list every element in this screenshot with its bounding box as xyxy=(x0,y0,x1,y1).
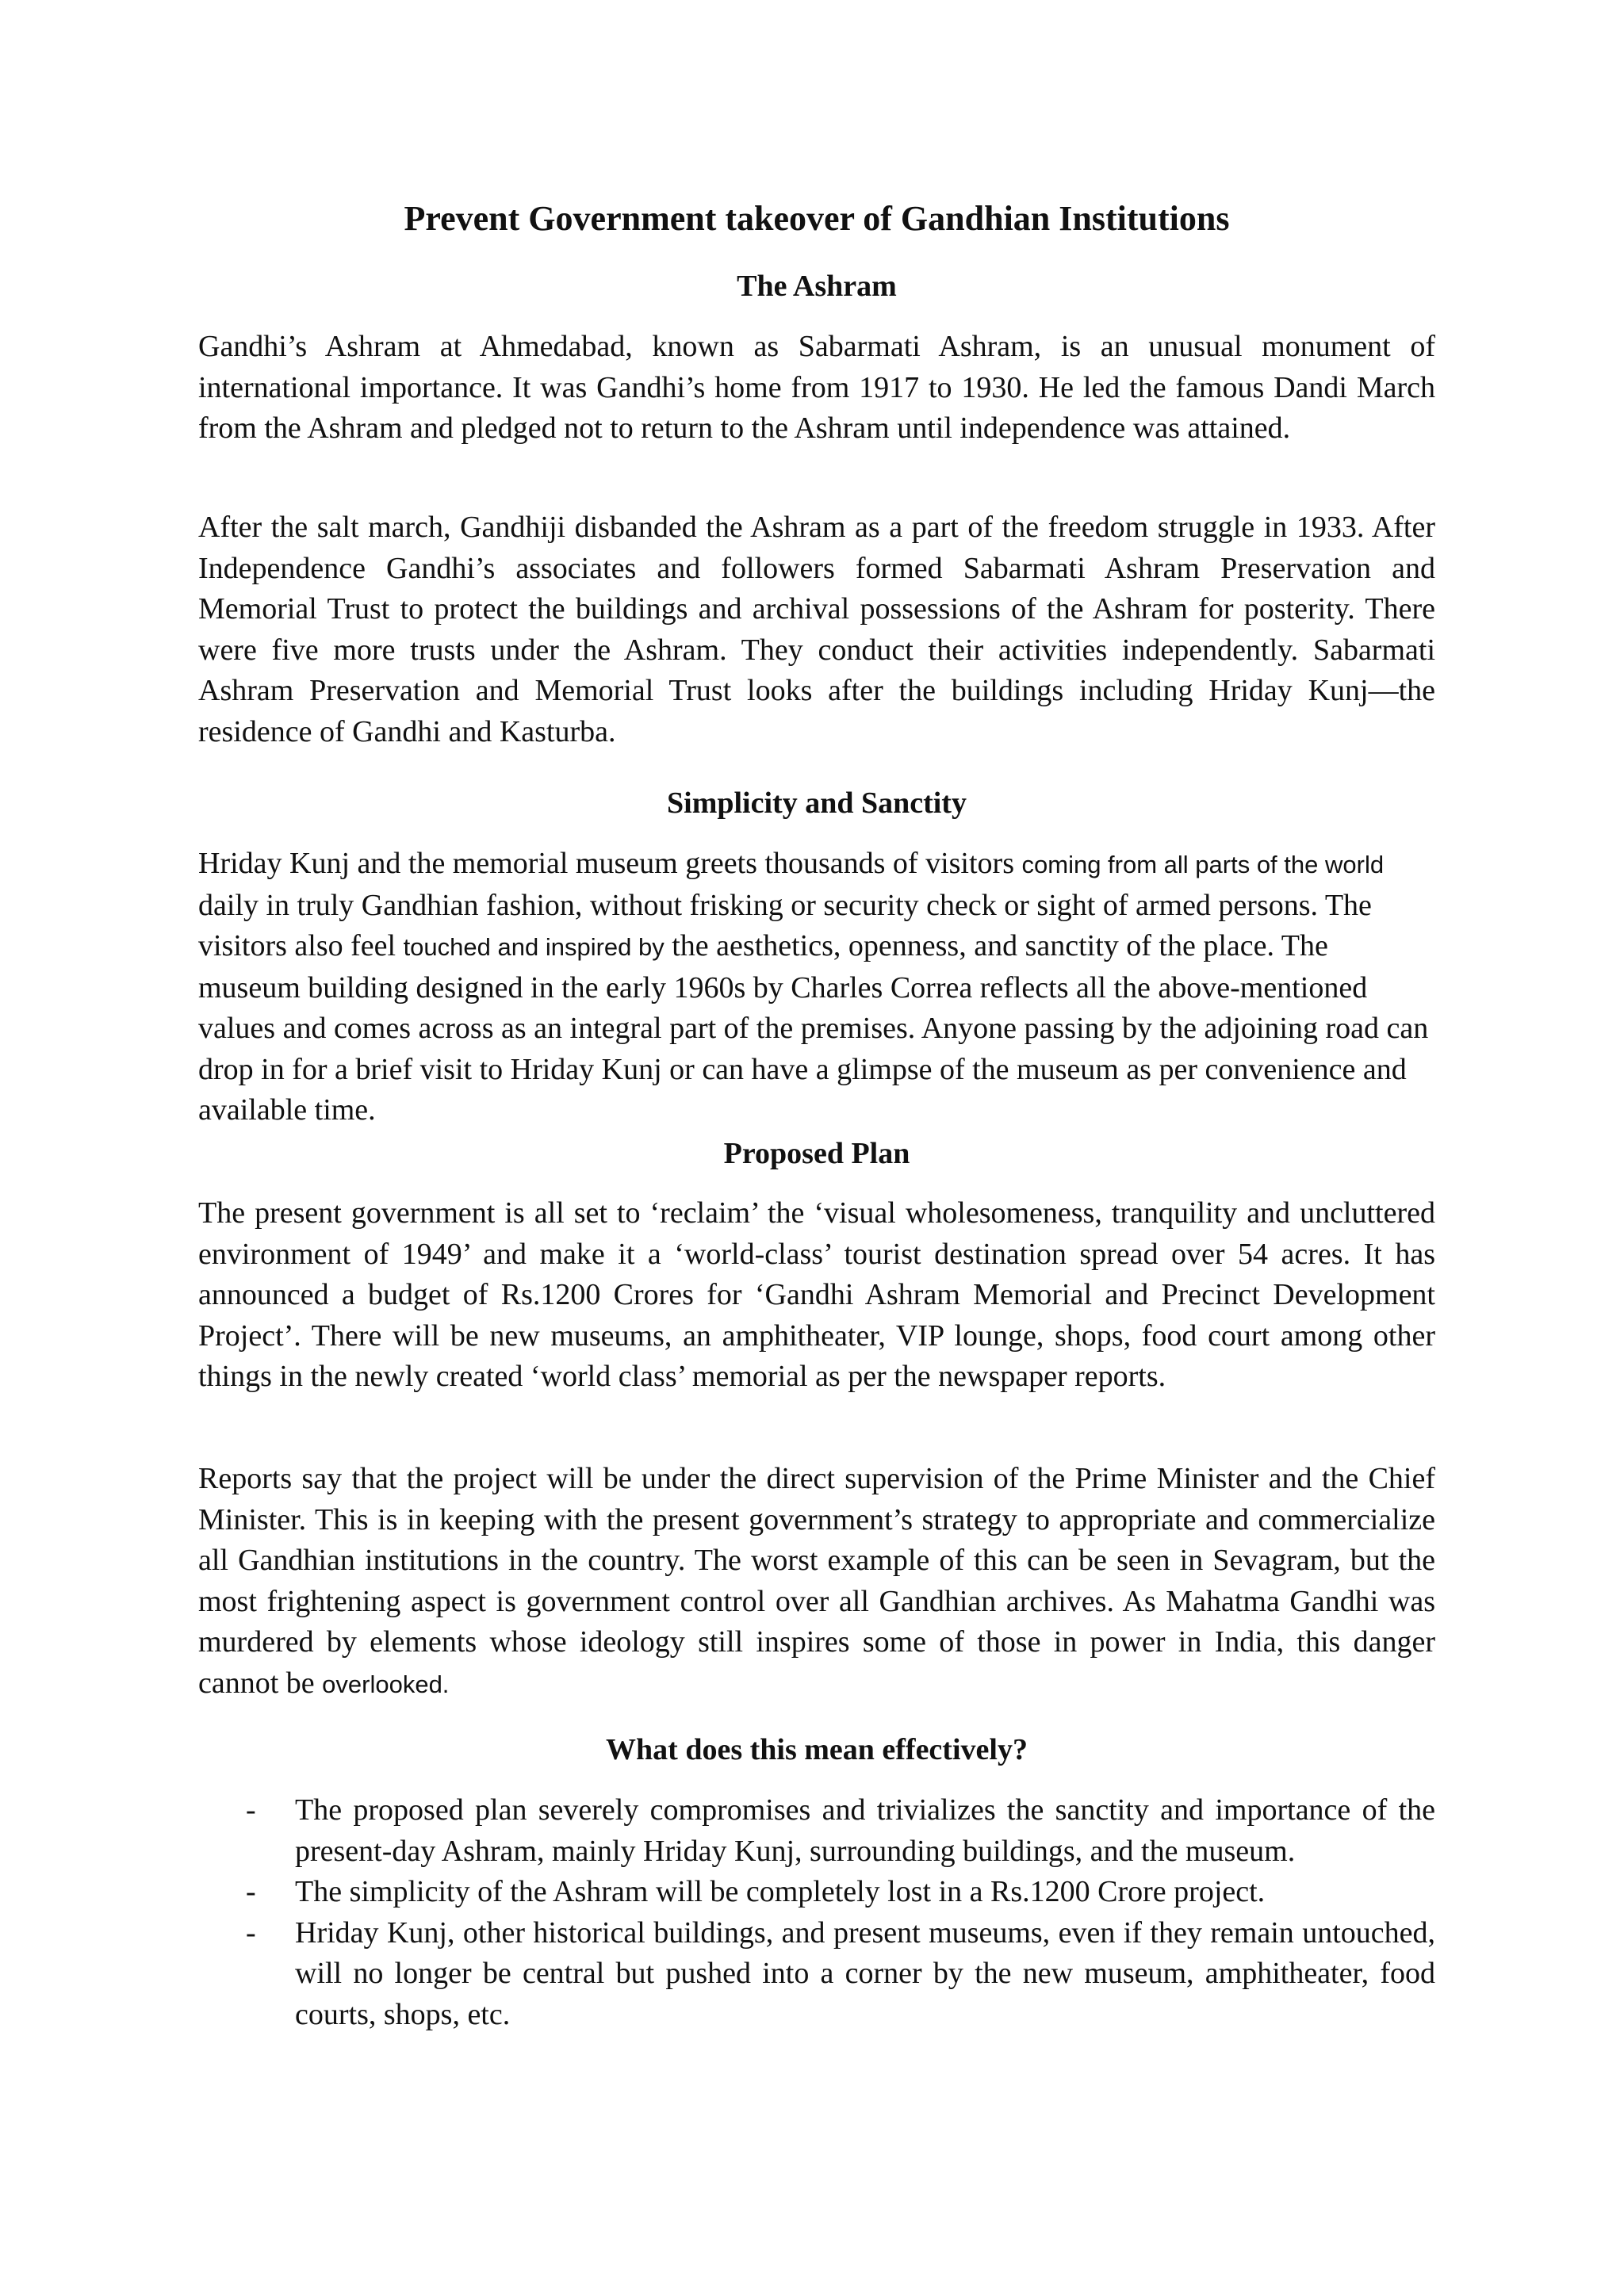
plan-text-1: Reports say that the project will be under the direct supervision of the Prime Minister and the Chief Minister. This is in keeping with the present government’s strategy to appropriate and commercialize all Gandhian institutions in the country. The worst example of this can be seen in Sevagram, but the most frightening aspect is government control over all Gandhian archives. As Mahatma Gandhi was murdered by elements whose ideology still inspires some of those in power in India, this danger cannot be xyxy=(198,1462,1435,1700)
simplicity-text-5: the aesthetics, openness, and sanctity of the place. The museum building designed in the early 1960s by Charles Correa reflects all the above-mentioned values and comes across as an integral part of the premises. Anyone passing by the adjoining road can drop in for a brief visit to Hriday Kunj or can have a glimpse of the museum as per convenience and available time. xyxy=(198,929,1429,1127)
simplicity-text-2: coming from all parts of the world xyxy=(1021,851,1385,878)
simplicity-text-1: Hriday Kunj and the memorial museum greets thousands of visitors xyxy=(198,847,1022,880)
simplicity-paragraph xyxy=(198,844,1435,1131)
simplicity-text-4: touched and inspired by xyxy=(403,933,665,961)
list-item xyxy=(198,1872,1435,1913)
bullet-text: Hriday Kunj, other historical buildings, and present museums, even if they remain untouched, will no longer be central but pushed into a corner by the new museum, amphitheater, food courts, shops, etc. xyxy=(295,1915,1435,2031)
list-item xyxy=(198,1790,1435,1872)
section-heading-simplicity: Simplicity and Sanctity xyxy=(667,786,967,820)
bullet-dash: - xyxy=(246,1915,256,1950)
list-item xyxy=(198,1913,1435,2036)
document-title: Prevent Government takeover of Gandhian Institutions xyxy=(404,199,1230,238)
bullet-dash: - xyxy=(246,1793,256,1827)
bullet-text: The proposed plan severely compromises and trivializes the sanctity and importance of the present-day Ashram, mainly Hriday Kunj, surrounding buildings, and the museum. xyxy=(295,1793,1435,1868)
meaning-bullet-list xyxy=(198,1790,1435,2035)
plan-paragraph-1: The present government is all set to ‘reclaim’ the ‘visual wholesomeness, tranquility and uncluttered environment of 1949’ and make it a ‘world-class’ tourist destination spread over 54 acres. It has announced a budget of Rs.1200 Crores for ‘Gandhi Ashram Memorial and Precinct Development Project’. There will be new museums, an amphitheater, VIP lounge, shops, food court among other things in the newly created ‘world class’ memorial as per the newspaper reports. xyxy=(198,1196,1435,1393)
section-heading-meaning: What does this mean effectively? xyxy=(606,1733,1028,1766)
ashram-paragraph-2: After the salt march, Gandhiji disbanded the Ashram as a part of the freedom struggle in 1933. After Independence Gandhi’s associates and followers formed Sabarmati Ashram Preservation and Memorial Trust to protect the buildings and archival possessions of the Ashram for posterity. There were five more trusts under the Ashram. They conduct their activities independently. Sabarmati Ashram Preservation and Memorial Trust looks after the buildings including Hriday Kunj—the residence of Gandhi and Kasturba. xyxy=(198,511,1435,748)
simplicity-text-3: daily in truly Gandhian fashion, without frisking or security check or sight of armed persons. The visitors also feel xyxy=(198,888,1372,962)
ashram-paragraph-1: Gandhi’s Ashram at Ahmedabad, known as Sabarmati Ashram, is an unusual monument of international importance. It was Gandhi’s home from 1917 to 1930. He led the famous Dandi March from the Ashram and pledged not to return to the Ashram until independence was attained. xyxy=(198,330,1435,445)
bullet-text: The simplicity of the Ashram will be completely lost in a Rs.1200 Crore project. xyxy=(295,1875,1266,1908)
plan-text-2: overlooked. xyxy=(322,1670,450,1698)
plan-paragraph-2 xyxy=(198,1459,1435,1705)
section-heading-plan: Proposed Plan xyxy=(723,1137,910,1170)
bullet-dash: - xyxy=(246,1875,256,1908)
section-heading-ashram: The Ashram xyxy=(737,270,897,303)
